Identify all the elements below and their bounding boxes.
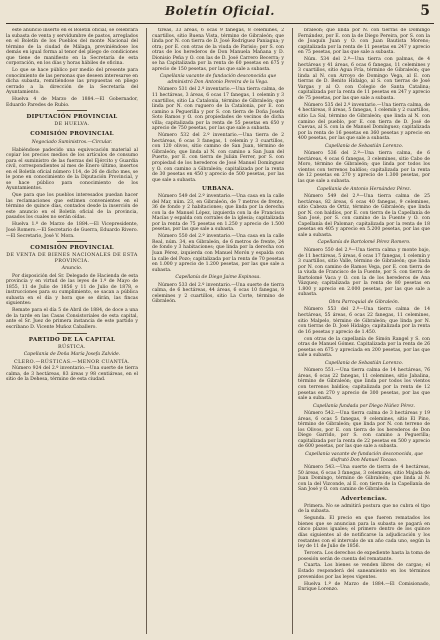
page-number: 5	[420, 3, 430, 19]
section-heading: URBANA.	[201, 186, 235, 193]
paragraph: Segunda. El precio en que fueren rematados los bienes que se anuncian para la subasta se pagará en cinco plazos iguales; el primero dentro de los quince días siguientes al de notificarse la adjudicación y los restantes con el intervalo de un año cada uno, según la ley de 11 de Julio de 1856.	[298, 516, 430, 550]
italic-caption: Obra Parroquial de Gibraleón.	[328, 299, 400, 305]
paragraph: Número 531 del 2.º inventario.—Una tierra calma, de 11 hectáreas, 3 áreas, 6 ocas 17 fanegas, 1 celemín y 3 cuartillos, sitio La Catalonia, término de Gibraleón; que linda por N. con ruguero de la Catalonia, por E. con camino a Peguerilla y por S. con tierra de Doña Josefa Soto Ramos y O. con propiedades de vecinos de dicha villa; capitalizada por la renta de 55 pesetas en 650 y aprecio de 750 pesetas, por las que sale a subasta.	[152, 87, 284, 132]
paragraph: este anuncio inserto en el Boletín oficial, se celebrará la subasta de venta y servidumbre de pastos, arreglados en el Boletín de los Pueblos del monte Nacional del término de la ciudad de Málaga, previniéndose los demás en igual forma al tenor del pliego de condiciones que tiene de manifiesto en la Secretaría de esta corporación, en los días y horas hábiles de oficina.	[6, 28, 138, 67]
column-divider	[146, 28, 147, 634]
signature: Huelva 1.º de Marzo de 1884.—El Vicepresidente, José Romero.—El Secretario de Guerra, Eduardo Rivero.—El Secretario, José V. Mora.	[6, 222, 138, 239]
header-rule	[6, 23, 434, 24]
italic-caption: Capellanía vacante de fundación desconocida, que disfrutó Don Manuel Tocaso.	[305, 452, 423, 463]
paragraph: Número 536 del 2.º—Una tierra calma, de 6 hectáreas, 4 ocas 6 fanegas, 3 celemines, sitio Cabo de Moro, término de Gibraleón; que linda por todos los vientos con terrenos baldíos; capitalizada por la renta de 12 pesetas en 270 y aprecio de 1.300 pesetas, por las que sale a subasta.	[298, 151, 430, 184]
italic-caption: Negociado Suministros.—Circular.	[31, 139, 113, 145]
paragraph: braleón; que linda por N. con tierras de Domingo Fernández, por E. con la de Diego Pereira, por S. con la de Joaquín Juan y O. con Juan Bautista Moreno; capitalizada por la renta de 11 pesetas en 247 y aprecio en 75 pesetas, por las que sale a subasta.	[298, 28, 430, 56]
section-subheading: CLERO.—RÚSTICAS.—MENOR CUANTÍA.	[14, 359, 130, 365]
paragraph: Que para que los pueblos interesados puedan hacer las reclamaciones que estimen convenientes en el término de quince días, contados desde la inserción de este anuncio en el Boletín oficial de la provincia, pasados los cuales no serán oídas.	[6, 193, 138, 221]
section-subheading: RÚSTICA.	[58, 344, 86, 350]
signature: Huelva 1.º de Marzo de 1884.—El Comisionado, Enrique Lorenzo.	[298, 581, 430, 593]
paragraph: Número 550 del 2.º inventario.—Una casa en la calle Real, núm. 34, en Gibraleón, de 6 metros de frente, 24 de fondo y 3 habitaciones; que linda por la derecha con Juan Pérez, izquierda con Manuel Morón y espalda con la calle del Pozo; capitalizada por la renta de 70 pesetas en 1.000 y aprecio de 1.200 pesetas, por las que sale a subasta.	[152, 234, 284, 273]
section-subheading: DE VENTA DE BIENES NACIONALES DE ESTA PROVINCIA.	[6, 253, 138, 264]
paragraph: Número 532 del 2.º inventario.—Una tierra de 2 hectáreas, 6 ocas 3 fanegas, 1 celemín y 3 cuartillos, con 120 olivos, sitio camino de San Juan, término de Gibraleón; que linda al N. con camino a San Juan del Puerto, por E. con tierra de Julián Ferrer, por S. con propiedad de los herederos de José Manuel Domínguez y O. con camino a Gibraleón; capitalizada por la renta de 30 pesetas en 450 y aprecio de 500 pesetas, por las que sale a subasta.	[152, 133, 284, 183]
paragraph: Primera. No se admitirá postura que no cubra el tipo de la subasta.	[298, 503, 430, 515]
italic-caption: Capellanía de Antonio Hernández Pérez.	[316, 186, 412, 192]
paragraph: Por disposición del Sr. Delegado de Hacienda de esta provincia y en virtud de las leyes de 1.º de Mayo de 1855, 11 de Julio de 1856 y 11 de Julio de 1878, e instrucciones para su cumplimiento, se sacan a pública subasta en el día y hora que se dirán, las fincas siguientes:	[6, 273, 138, 307]
paragraph: Número 553 del 2.º—Una tierra calma de 14 hectáreas, 55 áreas, 6 ocas 22 fanegas, 11 celemines, sitio Malpelo, término de Gibraleón; que linda por N. con tierras de D. José Hidalgo; capitalizada por la renta de 16 pesetas y aprecio de 1.450.	[298, 307, 430, 335]
italic-caption: Capellanía de Bartolomé Pérez Romero.	[317, 240, 411, 246]
italic-caption: Capellanía de Sebastián Lorenzo.	[325, 143, 403, 149]
section-heading: Advertencias.	[340, 495, 388, 502]
paragraph: Número 543.—Una suerte de tierra de 4 hectáreas, 50 áreas, 6 ocas 3 fanegas, 3 celemines, sitio Majada de Juan Domingo, término de Gibraleón; que linda al N. con la del Vizconde, al E. con tierra de la Capellanía de San José y O. con camino de Gibraleón.	[298, 465, 430, 493]
paragraph: Número 549 del 2.º inventario.—Una casa en la calle del Mar, núm. 23, en Gibraleón, de 7 metros de frente, 36 de fondo y 2 habitaciones; que linda por la derecha con la de Manuel López, izquierda con la de Francisca Macías y espalda con corrales de la iglesia; capitalizada por la renta de 75 pesetas en 1.250 y aprecio de 1.500 pesetas, por las que sale a subasta.	[152, 194, 284, 233]
page-title: Boletín Oficial.	[165, 4, 275, 18]
italic-caption: Anuncio.	[61, 266, 83, 272]
paragraph: Cuarta. Los bienes se venden libres de cargas; el Estado responderá del saneamiento en los términos prevenidos por las leyes vigentes.	[298, 563, 430, 580]
paragraph: Habiéndose padecido una equivocación material al copiar los precios medios de los artículos de consumo para el suministro de las fuerzas del Ejército y Guardia civil, correspondientes al mes de Enero último, insertos en el Boletín oficial número 114, de 26 de dicho mes, se le pone en conocimiento de la Diputación Provincial, y se hace público para conocimiento de los Ayuntamientos.	[6, 147, 138, 192]
column-right	[298, 28, 430, 636]
paragraph: Tercera. Los derechos de expediente hasta la toma de posesión serán de cuenta del rematante.	[298, 550, 430, 562]
italic-caption: Capellanía fundada por Diego Núñez Pérez.	[313, 403, 415, 409]
section-heading: PARTIDO DE LA CAPITAL	[28, 336, 116, 343]
paragraph: Número 549 del 2.º—Una tierra calma de 25 hectáreas, 82 áreas, 6 ocas 40 fanegas, 9 celemines, sitio Cabeza de Ortiz, término de Gibraleón; que linda por N. con baldíos, por E. con tierra de la Capellanía de San José, por S. con camino de la Fuente y O. con Capellanía del Palomar; capitalizada por la renta de 18 pesetas en 405 y aprecio en 5.200 pesetas, por las que sale a subasta.	[298, 194, 430, 238]
page-header	[0, 4, 440, 22]
italic-caption: Capellanía de Doña María Josefa Zalvide.	[23, 352, 121, 358]
column-divider	[292, 28, 293, 634]
section-subheading: DE HUELVA.	[54, 122, 90, 128]
paragraph: Número 542.—Una tierra calma de 3 hectáreas y 19 áreas, 6 ocas 5 fanegas, 9 celemines, sitio El Pino, término de Gibraleón; que linda por N. con terreno de los Olivos, por E. con tierra de los herederos de Don Diego Garrido, por S. con camino a Peguerilla; capitalizada por la renta de 22 pesetas en 500 y aprecio de 600 pesetas, por las que sale a subasta.	[298, 411, 430, 450]
italic-caption: Capellanía de Diego Jaime Espinosa.	[175, 275, 261, 281]
paragraph: con otras de la capellanía de Simón Rangel y S. con otras de Manuel Gómez. Capitalizada por la renta de 26 pesetas en 675 y apreciada en 200 pesetas, por las que sale a subasta.	[298, 336, 430, 359]
italic-caption: Capellanía de Sebastián Lorenzo.	[325, 360, 403, 366]
italic-caption: Capellanía vacante de fundación desconocida que administró Don Antonio Pereira de la Vega.	[159, 74, 277, 85]
section-heading: COMISIÓN PROVINCIAL	[30, 130, 114, 137]
paragraph: Número 924 del 2.º inventario.—Una suerte de tierra calma, de 3 hectáreas, 83 áreas y 98 centiáreas, en el sitio de la Dehesa, término de esta ciudad.	[6, 366, 138, 383]
paragraph: Número 535 del 2.º inventario.—Una tierra calma, de 4 hectáreas, 8 áreas, 5 fanegas, 1 celemín y 2 cuartillos, sitio La Sal, término de Gibraleón; que linda al N. con camino del pueblo, por E. con tierra de D. José de Cuevas, al S. con la de Manuel Domínguez; capitalizada por la renta de 16 pesetas en 360 pesetas y aprecio en 400 pesetas, por las que sale a subasta.	[298, 102, 430, 142]
paragraph: Número 533 del 2.º inventario.—Una suerte de tierra calma, de 6 hectáreas, 44 áreas, 6 ocas 10 fanegas, 9 celemines y 2 cuartillos, sitio La Corte, término de Gibraleón.	[152, 282, 284, 305]
section-heading: COMISIÓN PROVINCIAL	[30, 245, 114, 252]
paragraph: tíreas, 33 áreas, 6 ocas 9 fanegas, 8 celemines, 2 cuartillos, sitio Buena Vista, término de Gibraleón; que linda por N. con tierra de D. José Rodríguez Paniagua; y otra; por E. con otras de la viuda de Parisio; por S. con otras de los herederos de Don Manuela Mañana y D. Dionisio Peña y O. con las de D. José Carrero Becerra; y se ha Capitalizada por la renta de 60 pesetas en 675 y aprecio de 150 pesetas, por las que sale a subasta.	[152, 28, 284, 72]
section-heading: DIPUTACIÓN PROVINCIAL	[26, 114, 118, 121]
column-left	[6, 28, 138, 636]
column-middle	[152, 28, 284, 636]
paragraph: Número 550 del 2.º—Una tierra calma y monte bajo, de 11 hectáreas, 5 áreas, 6 ocas 17 fanegas, 1 celemín y 3 cuartillos, sitio Valle, término de Gibraleón; que linda por N. con camino de Ramos Vega, por E. con tierra de la viuda de Francisco de la Fuente, por S. con tierra de Bartolomé Vaca y O. con la de los herederos de Ana Vázquez; capitalizada por la renta de 80 pesetas en 1.800 y aprecio en 2.000 pesetas, por las que sale a subasta.	[298, 248, 430, 298]
separator	[57, 110, 87, 111]
paragraph: Remate para el día 5 de Abril de 1884, de doce a una de la tarde en las Casas Consistoriales de esta capital, ante el Sr. Juez de primera instancia de este partido y escribano D. Vicente Muñoz Caballero.	[6, 308, 138, 331]
separator	[57, 333, 87, 334]
paragraph: Lo que se hace público por medio del presente para conocimiento de las personas que deseen interesarse en dicha subasta, remitiéndose las propuestas en pliego cerrado a la dirección de la Secretaría del Ayuntamiento.	[6, 68, 138, 96]
paragraph: Número 551.—Una tierra calma de 14 hectáreas, 76 áreas, 6 ocas 22 fanegas, 11 celemines, sitio Jabalina, término de Gibraleón; que linda por todos los vientos con terrenos baldíos; capitalizada por la renta de 12 pesetas en 270 y aprecio de 300 pesetas, por las que sale a subasta.	[298, 368, 430, 402]
signature: Huelva 4 de Marzo de 1884.—El Gobernador, Eduardo Paredes de Rubio.	[6, 97, 138, 108]
paragraph: Núm. 534 del 2.º—Una tierra con palmas, de 4 hectáreas y 41 áreas, 6 ocas 6 fanegas, 11 celemines y 3 cuartillos, sitio Agua Fría, término de Gibraleón; que linda al N. con Arroyo de Domingo Vega, al E. con tierras de D. Benito Hidalgo, al S. con tierras de José Vargas y al O. con Colegio de Santa Catalina; capitalizada por la renta de 11 pesetas en 247 y aprecio de 75 pesetas, por las que sale a subasta.	[298, 57, 430, 101]
separator	[57, 241, 87, 242]
